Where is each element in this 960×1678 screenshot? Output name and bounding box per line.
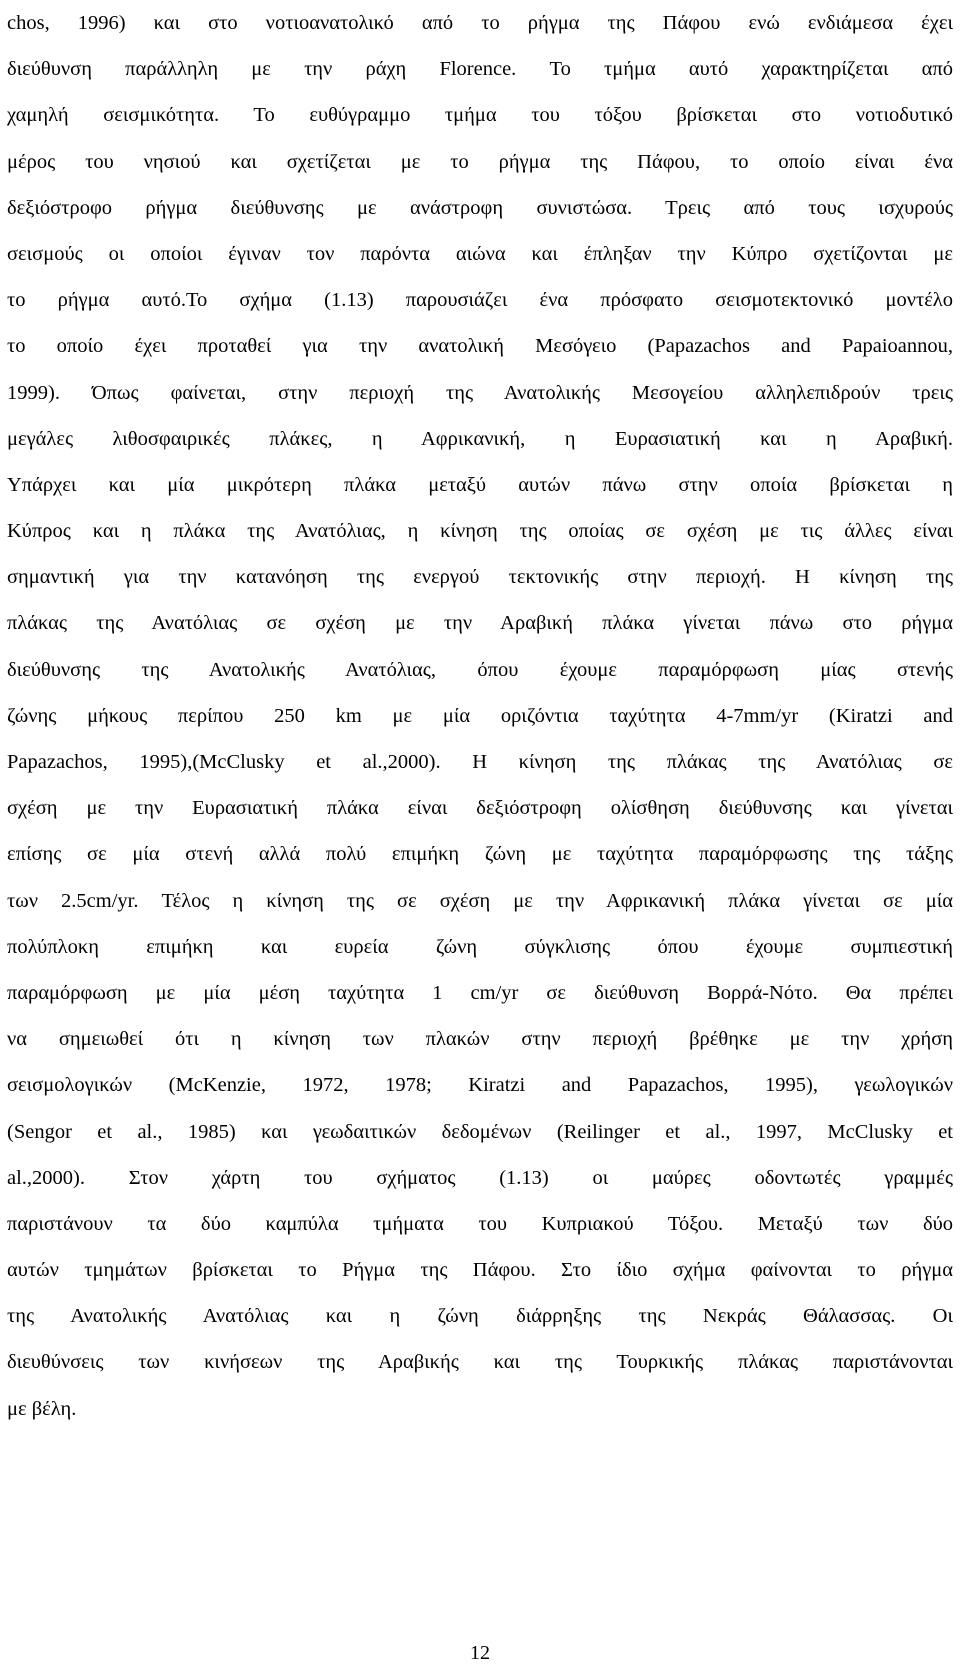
page-number: 12 xyxy=(470,1642,490,1664)
text-line-1: chos, 1996) και στο νοτιοανατολικό από το ρήγμα της Πάφου ενώ ενδιάμεσα έχει xyxy=(7,12,953,34)
text-line-23: να σημειωθεί ότι η κίνηση των πλακών στην περιοχή βρέθηκε με την χρήση xyxy=(7,1028,953,1051)
text-line-31: με βέλη. xyxy=(7,1397,77,1420)
text-line-11: Υπάρχει και μία μικρότερη πλάκα μεταξύ αυτών πάνω στην οποία βρίσκεται η xyxy=(7,473,953,496)
text-line-5: δεξιόστροφο ρήγμα διεύθυνσης με ανάστροφη συνιστώσα. Τρεις από τους ισχυρούς xyxy=(7,196,953,219)
text-line-25: (Sengor et al., 1985) και γεωδαιτικών δεδομένων (Reilinger et al., 1997, McClusky et xyxy=(7,1120,953,1143)
text-line-27: παριστάνουν τα δύο καμπύλα τμήματα του Κυπριακού Τόξου. Μεταξύ των δύο xyxy=(7,1212,953,1235)
text-line-2: διεύθυνση παράλληλη με την ράχη Florence. Το τμήμα αυτό χαρακτηρίζεται από xyxy=(7,58,953,81)
text-line-29: της Ανατολικής Ανατόλιας και η ζώνη διάρρηξης της Νεκράς Θάλασσας. Οι xyxy=(7,1305,953,1328)
text-line-17: Papazachos, 1995),(McClusky et al.,2000). Η κίνηση της πλάκας της Ανατόλιας σε xyxy=(7,751,953,773)
text-line-22: παραμόρφωση με μία μέση ταχύτητα 1 cm/yr σε διεύθυνση Βορρά-Νότο. Θα πρέπει xyxy=(7,981,953,1004)
text-line-21: πολύπλοκη επιμήκη και ευρεία ζώνη σύγκλισης όπου έχουμε συμπιεστική xyxy=(7,935,953,958)
text-line-24: σεισμολογικών (McKenzie, 1972, 1978; Kiratzi and Papazachos, 1995), γεωλογικών xyxy=(7,1074,953,1097)
text-line-26: al.,2000). Στον χάρτη του σχήματος (1.13) οι μαύρες οδοντωτές γραμμές xyxy=(7,1166,953,1189)
text-line-15: διεύθυνσης της Ανατολικής Ανατόλιας, όπου έχουμε παραμόρφωση μίας στενής xyxy=(7,658,953,681)
body-paragraph xyxy=(7,0,953,1432)
text-line-8: το οποίο έχει προταθεί για την ανατολική Μεσόγειο (Papazachos and Papaioannou, xyxy=(7,335,953,358)
text-line-19: επίσης σε μία στενή αλλά πολύ επιμήκη ζώνη με ταχύτητα παραμόρφωσης της τάξης xyxy=(7,843,953,866)
text-line-28: αυτών τμημάτων βρίσκεται το Ρήγμα της Πάφου. Στο ίδιο σχήμα φαίνονται το ρήγμα xyxy=(7,1259,953,1282)
text-line-10: μεγάλες λιθοσφαιρικές πλάκες, η Αφρικανική, η Ευρασιατική και η Αραβική. xyxy=(7,427,953,450)
text-line-20: των 2.5cm/yr. Τέλος η κίνηση της σε σχέση με την Αφρικανική πλάκα γίνεται σε μία xyxy=(7,889,953,912)
text-line-30: διευθύνσεις των κινήσεων της Αραβικής και της Τουρκικής πλάκας παριστάνονται xyxy=(7,1351,953,1374)
text-line-16: ζώνης μήκους περίπου 250 km με μία οριζόντια ταχύτητα 4-7mm/yr (Kiratzi and xyxy=(7,704,953,727)
text-line-4: μέρος του νησιού και σχετίζεται με το ρήγμα της Πάφου, το οποίο είναι ένα xyxy=(7,150,953,173)
text-line-7: το ρήγμα αυτό.Το σχήμα (1.13) παρουσιάζει ένα πρόσφατο σεισμοτεκτονικό μοντέλο xyxy=(7,289,953,312)
text-line-14: πλάκας της Ανατόλιας σε σχέση με την Αραβική πλάκα γίνεται πάνω στο ρήγμα xyxy=(7,612,953,635)
text-line-9: 1999). Όπως φαίνεται, στην περιοχή της Ανατολικής Μεσογείου αλληλεπιδρούν τρεις xyxy=(7,381,953,404)
text-line-3: χαμηλή σεισμικότητα. Το ευθύγραμμο τμήμα του τόξου βρίσκεται στο νοτιοδυτικό xyxy=(7,104,953,127)
text-line-18: σχέση με την Ευρασιατική πλάκα είναι δεξιόστροφη ολίσθηση διεύθυνσης και γίνεται xyxy=(7,797,953,820)
text-line-13: σημαντική για την κατανόηση της ενεργού τεκτονικής στην περιοχή. Η κίνηση της xyxy=(7,566,953,589)
text-line-6: σεισμούς οι οποίοι έγιναν τον παρόντα αιώνα και έπληξαν την Κύπρο σχετίζονται με xyxy=(7,242,953,265)
text-line-12: Κύπρος και η πλάκα της Ανατόλιας, η κίνηση της οποίας σε σχέση με τις άλλες είναι xyxy=(7,520,953,543)
